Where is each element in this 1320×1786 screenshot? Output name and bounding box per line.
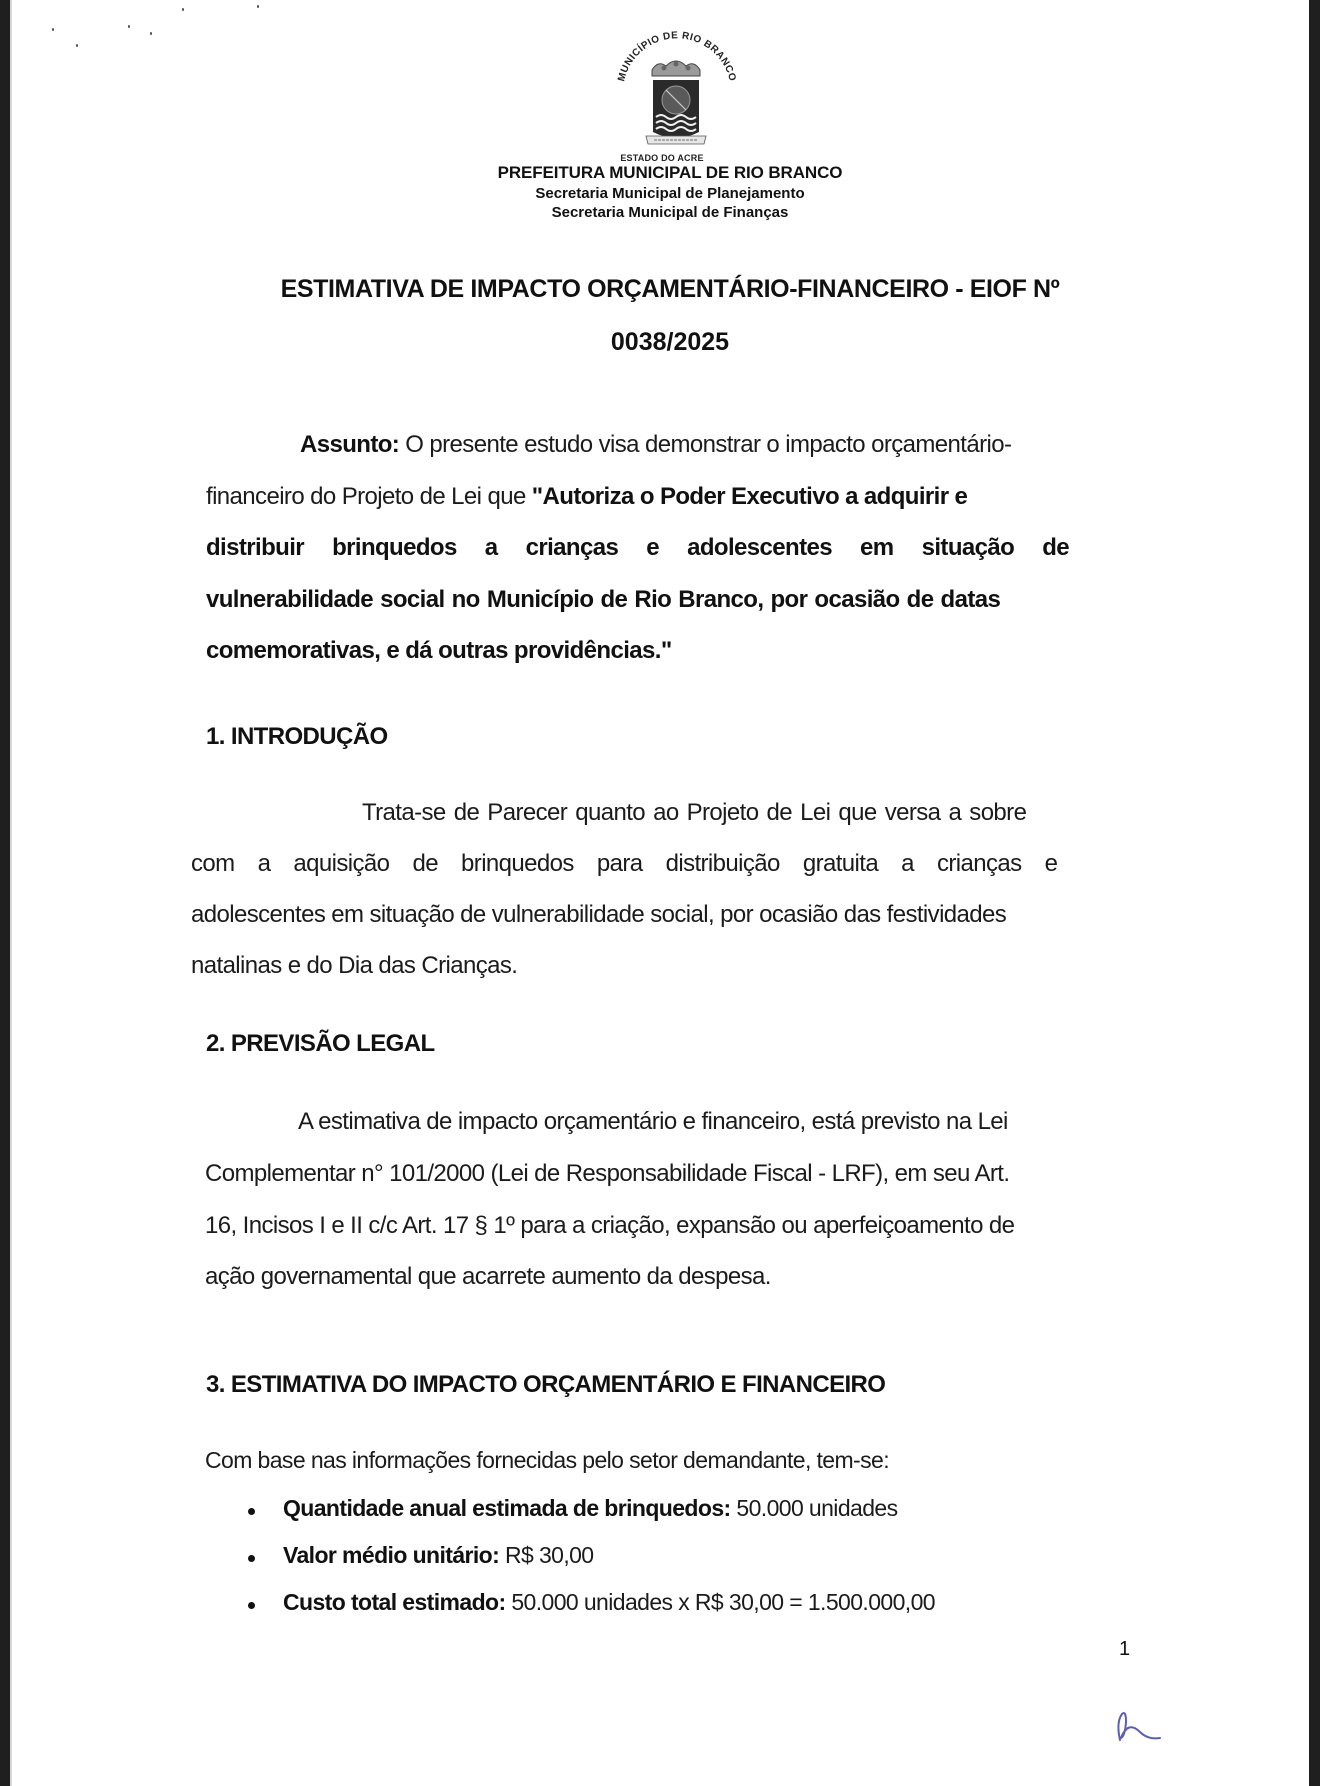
subject-line-3: distribuir brinquedos a crianças e adolescentes em situação de: [206, 534, 1070, 561]
legal-line-4: ação governamental que acarrete aumento da despesa.: [205, 1263, 771, 1290]
subject-line-2: financeiro do Projeto de Lei que "Autoriza o Poder Executivo a adquirir e: [206, 483, 968, 510]
section-heading-introduction: 1. INTRODUÇÃO: [206, 723, 388, 750]
section-heading-budget-estimate: 3. ESTIMATIVA DO IMPACTO ORÇAMENTÁRIO E FINANCEIRO: [206, 1371, 886, 1398]
intro-line-3: adolescentes em situação de vulnerabilidade social, por ocasião das festividades: [191, 901, 1007, 928]
intro-line-2: com a aquisição de brinquedos para distribuição gratuita a crianças e: [191, 850, 1058, 877]
crest-arc-text: MUNICÍPIO DE RIO BRANCO: [616, 30, 738, 83]
document-number: 0038/2025: [610, 328, 730, 356]
bullet-icon: [248, 1508, 255, 1515]
legal-line-3: 16, Incisos I e II c/c Art. 17 § 1º para a criação, expansão ou aperfeiçoamento de: [205, 1212, 1015, 1239]
bullet-icon: [248, 1602, 255, 1609]
subject-label: Assunto:: [300, 431, 400, 458]
prefecture-name: PREFEITURA MUNICIPAL DE RIO BRANCO: [497, 163, 843, 182]
estimate-intro: Com base nas informações fornecidas pelo setor demandante, tem-se:: [205, 1447, 890, 1473]
secretariat-planning: Secretaria Municipal de Planejamento: [535, 185, 805, 202]
subject-line-4: vulnerabilidade social no Município de Rio Branco, por ocasião de datas: [206, 586, 1001, 613]
state-name: ESTADO DO ACRE: [620, 153, 704, 163]
page-number: 1: [1119, 1638, 1131, 1660]
intro-line-4: natalinas e do Dia das Crianças.: [191, 952, 518, 979]
bullet-total-cost: Custo total estimado: 50.000 unidades x R$ 30,00 = 1.500.000,00: [283, 1589, 935, 1615]
intro-line-1: Trata-se de Parecer quanto ao Projeto de Lei que versa a sobre: [362, 799, 1027, 826]
section-heading-legal-basis: 2. PREVISÃO LEGAL: [206, 1030, 435, 1057]
secretariat-finance: Secretaria Municipal de Finanças: [551, 204, 789, 221]
subject-line-5: comemorativas, e dá outras providências.": [206, 637, 672, 664]
legal-line-2: Complementar n° 101/2000 (Lei de Responsabilidade Fiscal - LRF), em seu Art.: [205, 1160, 1010, 1187]
bullet-unit-value: Valor médio unitário: R$ 30,00: [283, 1542, 594, 1568]
bullet-quantity: Quantidade anual estimada de brinquedos: 50.000 unidades: [283, 1495, 898, 1521]
document-title: ESTIMATIVA DE IMPACTO ORÇAMENTÁRIO-FINANCEIRO - EIOF Nº: [280, 275, 1060, 303]
subject-line-1: Assunto: O presente estudo visa demonstrar o impacto orçamentário-: [300, 431, 1012, 458]
coat-of-arms-icon: [606, 20, 746, 154]
legal-line-1: A estimativa de impacto orçamentário e financeiro, está previsto na Lei: [298, 1108, 1008, 1135]
bullet-icon: [248, 1555, 255, 1562]
document-page: [10, 0, 1309, 1786]
signature-icon: [1112, 1700, 1172, 1750]
